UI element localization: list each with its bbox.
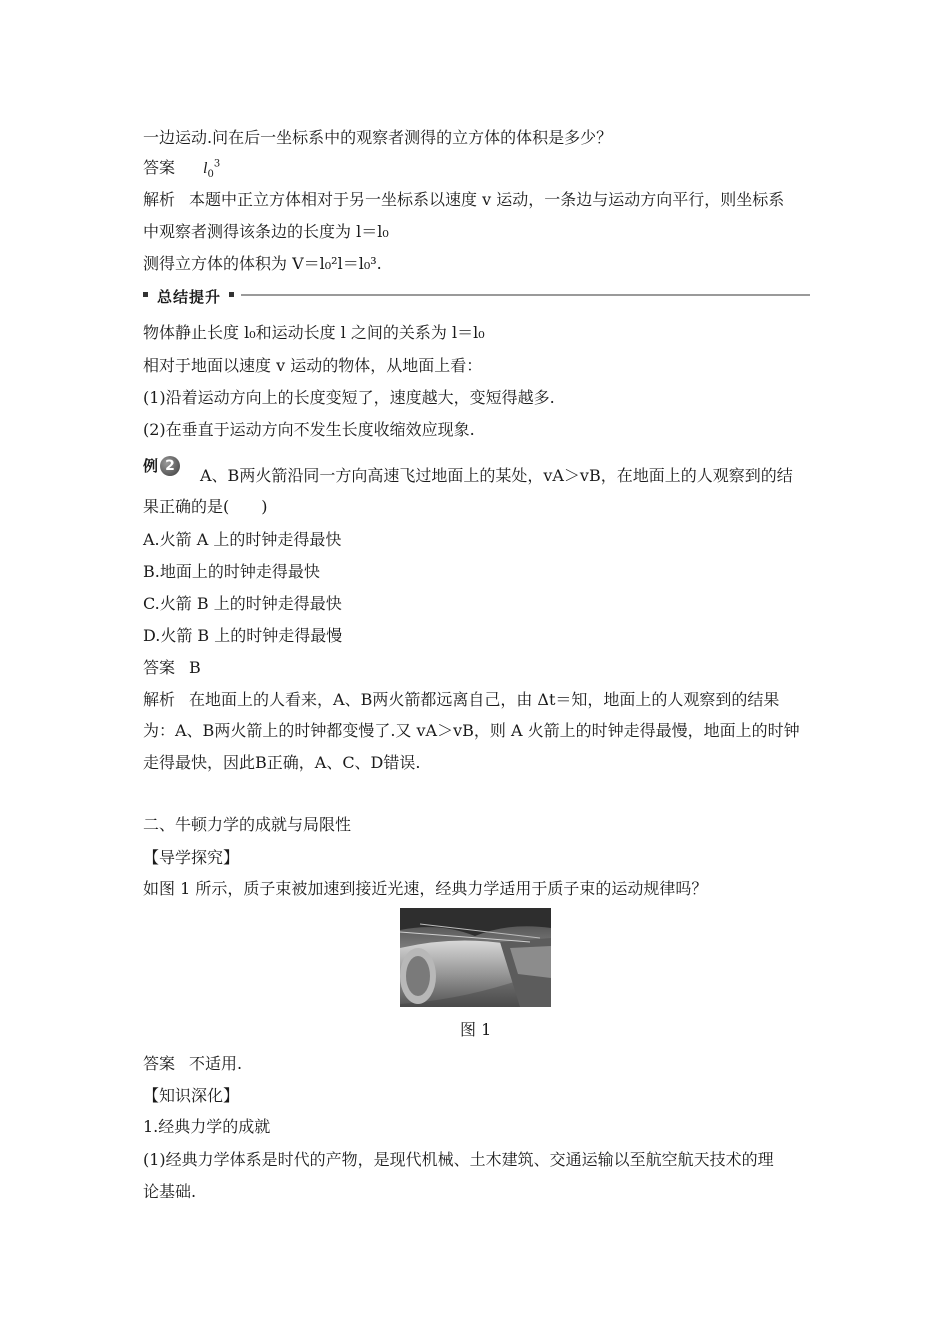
answer-label: 答案 <box>143 1054 176 1073</box>
answer-line <box>143 158 220 179</box>
option-a: A.火箭 A 上的时钟走得最快 <box>143 530 342 549</box>
summary-text: (1)沿着运动方向上的长度变短了，速度越大，变短得越多. <box>143 388 555 407</box>
analysis-text: 走得最快，因此B正确，A、C、D错误. <box>143 753 421 772</box>
guide-label: 【导学探究】 <box>143 848 240 867</box>
analysis-line <box>143 190 784 210</box>
item-text: (1)经典力学体系是时代的产物，是现代机械、土木建筑、交通运输以至航空航天技术的理 <box>143 1150 774 1169</box>
example-label <box>143 456 180 476</box>
summary-header <box>143 288 810 304</box>
section-heading: 二、牛顿力学的成就与局限性 <box>143 815 352 834</box>
answer-label: 答案 <box>143 658 176 677</box>
analysis-text: 中观察者测得该条边的长度为 l＝l₀ <box>143 222 389 241</box>
divider <box>241 294 810 296</box>
bullet-square-icon <box>229 292 234 297</box>
analysis-text: 为：A、B两火箭上的时钟都变慢了.又 vA＞vB，则 A 火箭上的时钟走得最慢，地面上的时钟 <box>143 721 800 740</box>
answer-subscript: 0 <box>207 169 214 181</box>
answer-line <box>143 1054 242 1074</box>
answer-symbol: l <box>203 160 208 177</box>
option-d: D.火箭 B 上的时钟走得最慢 <box>143 626 343 645</box>
summary-text: (2)在垂直于运动方向不发生长度收缩效应现象. <box>143 420 475 439</box>
analysis-label: 解析 <box>143 190 176 209</box>
answer-line <box>143 658 201 678</box>
analysis-text: 本题中正立方体相对于另一坐标系以速度 v 运动，一条边与运动方向平行，则坐标系 <box>189 190 785 209</box>
summary-title: 总结提升 <box>157 288 222 306</box>
answer-value: 不适用. <box>189 1054 243 1073</box>
item-text: 论基础. <box>143 1182 197 1201</box>
analysis-text: 在地面上的人看来，A、B两火箭都远离自己，由 Δt＝知，地面上的人观察到的结果 <box>189 690 780 709</box>
example-word: 例 <box>143 457 159 475</box>
analysis-line <box>143 690 779 710</box>
example-number-badge: 2 <box>160 456 180 476</box>
answer-label: 答案 <box>143 158 176 177</box>
example-stem: 果正确的是( ) <box>143 497 268 516</box>
deepen-label: 【知识深化】 <box>143 1086 240 1105</box>
guide-question: 如图 1 所示，质子束被加速到接近光速，经典力学适用于质子束的运动规律吗？ <box>143 879 708 898</box>
option-c: C.火箭 B 上的时钟走得最快 <box>143 594 342 613</box>
summary-text: 相对于地面以速度 v 运动的物体，从地面上看： <box>143 356 483 375</box>
figure-caption: 图 1 <box>460 1020 492 1039</box>
analysis-text: 测得立方体的体积为 V＝l₀²l＝l₀³. <box>143 254 382 273</box>
item-title: 1.经典力学的成就 <box>143 1117 271 1136</box>
accelerator-photo <box>400 908 551 1007</box>
bullet-square-icon <box>143 292 148 297</box>
summary-text: 物体静止长度 l₀和运动长度 l 之间的关系为 l＝l₀ <box>143 323 485 342</box>
analysis-label: 解析 <box>143 690 176 709</box>
answer-superscript: 3 <box>213 158 221 170</box>
accelerator-tunnel-image <box>400 908 551 1007</box>
answer-value: B <box>189 658 201 677</box>
example-stem: A、B两火箭沿同一方向高速飞过地面上的某处，vA＞vB，在地面上的人观察到的结 <box>200 466 793 485</box>
text-line: 一边运动.问在后一坐标系中的观察者测得的立方体的体积是多少？ <box>143 128 613 147</box>
option-b: B.地面上的时钟走得最快 <box>143 562 320 581</box>
